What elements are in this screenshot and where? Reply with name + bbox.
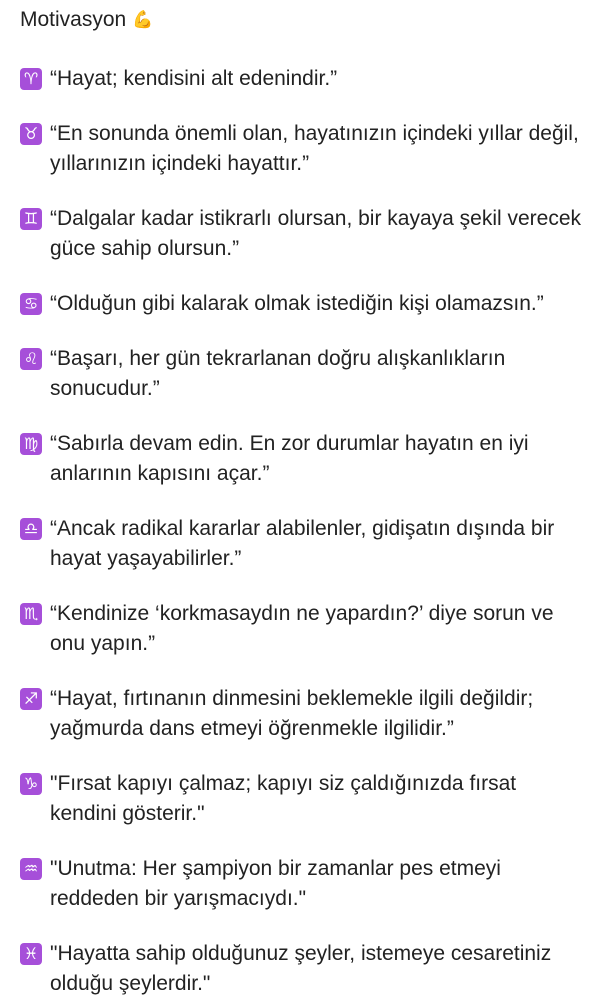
quote-text: “Ancak radikal kararlar alabilenler, gidişatın dışında bir hayat yaşayabilirler.” [50,517,555,570]
quote-item-libra [20,514,586,574]
aries-icon: ♈ [20,68,42,90]
quote-text: “Sabırla devam edin. En zor durumlar hayatın en iyi anlarının kapısını açar.” [50,432,529,485]
taurus-icon: ♉ [20,123,42,145]
virgo-icon: ♍ [20,433,42,455]
quote-item-aquarius [20,854,586,914]
quote-text: "Unutma: Her şampiyon bir zamanlar pes etmeyi reddeden bir yarışmacıydı." [50,857,501,910]
post-title [20,6,586,34]
flexed-biceps-icon: 💪 [132,10,154,29]
cancer-icon: ♋ [20,293,42,315]
quote-item-scorpio [20,599,586,659]
quote-item-gemini [20,204,586,264]
quote-text: "Fırsat kapıyı çalmaz; kapıyı siz çaldığınızda fırsat kendini gösterir." [50,772,517,825]
quote-text: “Dalgalar kadar istikrarlı olursan, bir kayaya şekil verecek güce sahip olursun.” [50,207,582,260]
gemini-icon: ♊ [20,208,42,230]
quote-text: “Hayat, fırtınanın dinmesini beklemekle ilgili değildir; yağmurda dans etmeyi öğrenmekle ilgilidir.” [50,687,534,740]
quote-item-taurus [20,119,586,179]
scorpio-icon: ♏ [20,603,42,625]
leo-icon: ♌ [20,348,42,370]
quote-text: “En sonunda önemli olan, hayatınızın içindeki yıllar değil, yıllarınızın içindeki hayattır.” [50,122,579,175]
quote-text: “Kendinize ‘korkmasaydın ne yapardın?’ diye sorun ve onu yapın.” [50,602,554,655]
quote-item-sagittarius [20,684,586,744]
quote-item-aries [20,64,586,94]
post-title-text: Motivasyon [20,8,127,31]
quote-text: “Hayat; kendisini alt edenindir.” [50,67,338,90]
quote-text: "Hayatta sahip olduğunuz şeyler, istemeye cesaretiniz olduğu şeylerdir." [50,942,552,995]
quote-item-leo [20,344,586,404]
quote-text: “Başarı, her gün tekrarlanan doğru alışkanlıkların sonucudur.” [50,347,506,400]
pisces-icon: ♓ [20,943,42,965]
aquarius-icon: ♒ [20,858,42,880]
quote-item-cancer [20,289,586,319]
libra-icon: ♎ [20,518,42,540]
quote-text: “Olduğun gibi kalarak olmak istediğin kişi olamazsın.” [50,292,544,315]
quote-item-capricorn [20,769,586,829]
quote-item-virgo [20,429,586,489]
capricorn-icon: ♑ [20,773,42,795]
sagittarius-icon: ♐ [20,688,42,710]
quote-item-pisces [20,939,586,999]
